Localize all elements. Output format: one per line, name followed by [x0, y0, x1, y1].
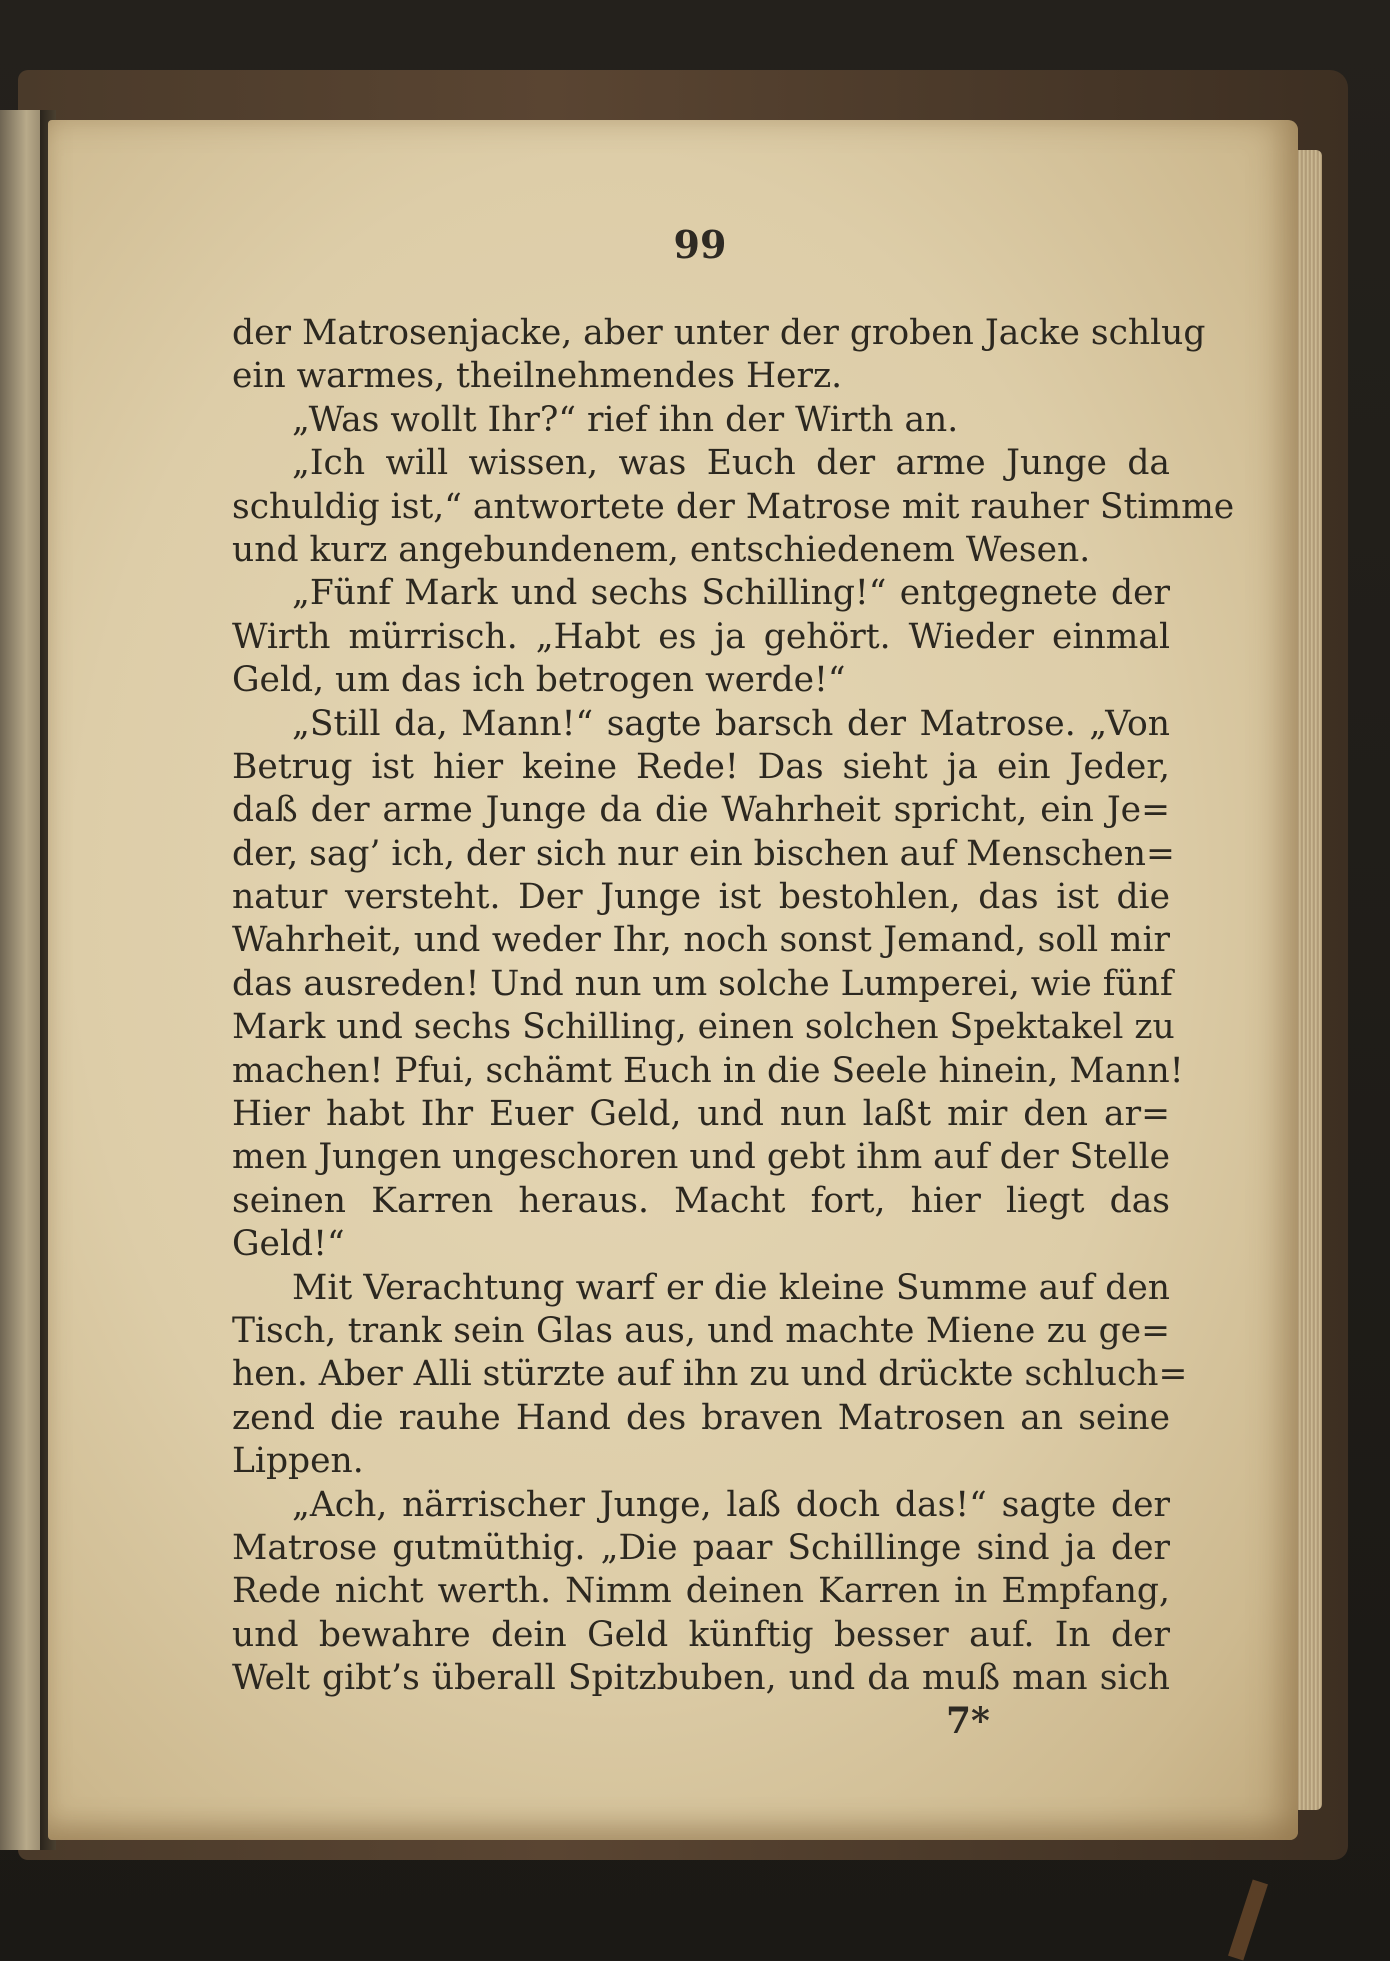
text-line: Betrug ist hier keine Rede! Das sieht ja ein Jeder,: [232, 746, 1170, 787]
text-line: „Ach, närrischer Junge, laß doch das!“ sagte der: [292, 1484, 1170, 1525]
page-number: 99: [673, 222, 727, 267]
text-line: Hier habt Ihr Euer Geld, und nun laßt mir den ar=: [232, 1094, 1170, 1135]
text-line: ein warmes, theilnehmendes Herz.: [232, 356, 843, 397]
text-line: natur versteht. Der Junge ist bestohlen, das ist die: [232, 877, 1170, 918]
text-line: hen. Aber Alli stürzte auf ihn zu und drückte schluch=: [232, 1354, 1188, 1395]
text-line: Mark und sechs Schilling, einen solchen Spektakel zu: [232, 1007, 1175, 1048]
text-line: Lippen.: [232, 1441, 364, 1482]
text-line: „Ich will wissen, was Euch der arme Junge da: [292, 443, 1170, 484]
text-line: „Fünf Mark und sechs Schilling!“ entgegnete der: [292, 573, 1170, 614]
text-line: „Was wollt Ihr?“ rief ihn der Wirth an.: [292, 399, 959, 440]
text-line: der, sag’ ich, der sich nur ein bischen auf Menschen=: [232, 833, 1175, 874]
text-line: men Jungen ungeschoren und gebt ihm auf der Stelle: [232, 1137, 1171, 1178]
text-line: der Matrosenjacke, aber unter der groben Jacke schlug: [232, 313, 1206, 353]
text-line: Geld, um das ich betrogen werde!“: [232, 660, 846, 701]
text-line: Wahrheit, und weder Ihr, noch sonst Jemand, soll mir: [232, 920, 1170, 961]
text-line: Mit Verachtung warf er die kleine Summe auf den: [292, 1267, 1170, 1308]
text-line: und kurz angebundenem, entschiedenem Wesen.: [232, 529, 1091, 570]
text-line: Welt gibt’s überall Spitzbuben, und da muß man sich: [232, 1658, 1170, 1699]
signature-mark: 7*: [946, 1700, 990, 1742]
text-line: und bewahre dein Geld künftig besser auf. In der: [232, 1614, 1170, 1655]
text-line: Geld!“: [232, 1224, 345, 1265]
text-line: seinen Karren heraus. Macht fort, hier liegt das: [232, 1180, 1170, 1221]
text-line: daß der arme Junge da die Wahrheit spricht, ein Je=: [232, 790, 1170, 831]
text-line: machen! Pfui, schämt Euch in die Seele hinein, Mann!: [232, 1050, 1184, 1091]
text-line: Rede nicht werth. Nimm deinen Karren in Empfang,: [232, 1571, 1170, 1612]
text-line: Tisch, trank sein Glas aus, und machte Miene zu ge=: [232, 1310, 1170, 1351]
page-text: [232, 312, 1235, 1701]
text-line: das ausreden! Und nun um solche Lumperei, wie fünf: [232, 963, 1173, 1004]
text-line: schuldig ist,“ antwortete der Matrose mit rauher Stimme: [232, 486, 1235, 527]
text-line: Matrose gutmüthig. „Die paar Schillinge sind ja der: [232, 1527, 1170, 1568]
text-line: zend die rauhe Hand des braven Matrosen an seine: [232, 1397, 1170, 1438]
text-line: „Still da, Mann!“ sagte barsch der Matrose. „Von: [292, 703, 1170, 744]
text-line: Wirth mürrisch. „Habt es ja gehört. Wieder einmal: [232, 616, 1170, 657]
